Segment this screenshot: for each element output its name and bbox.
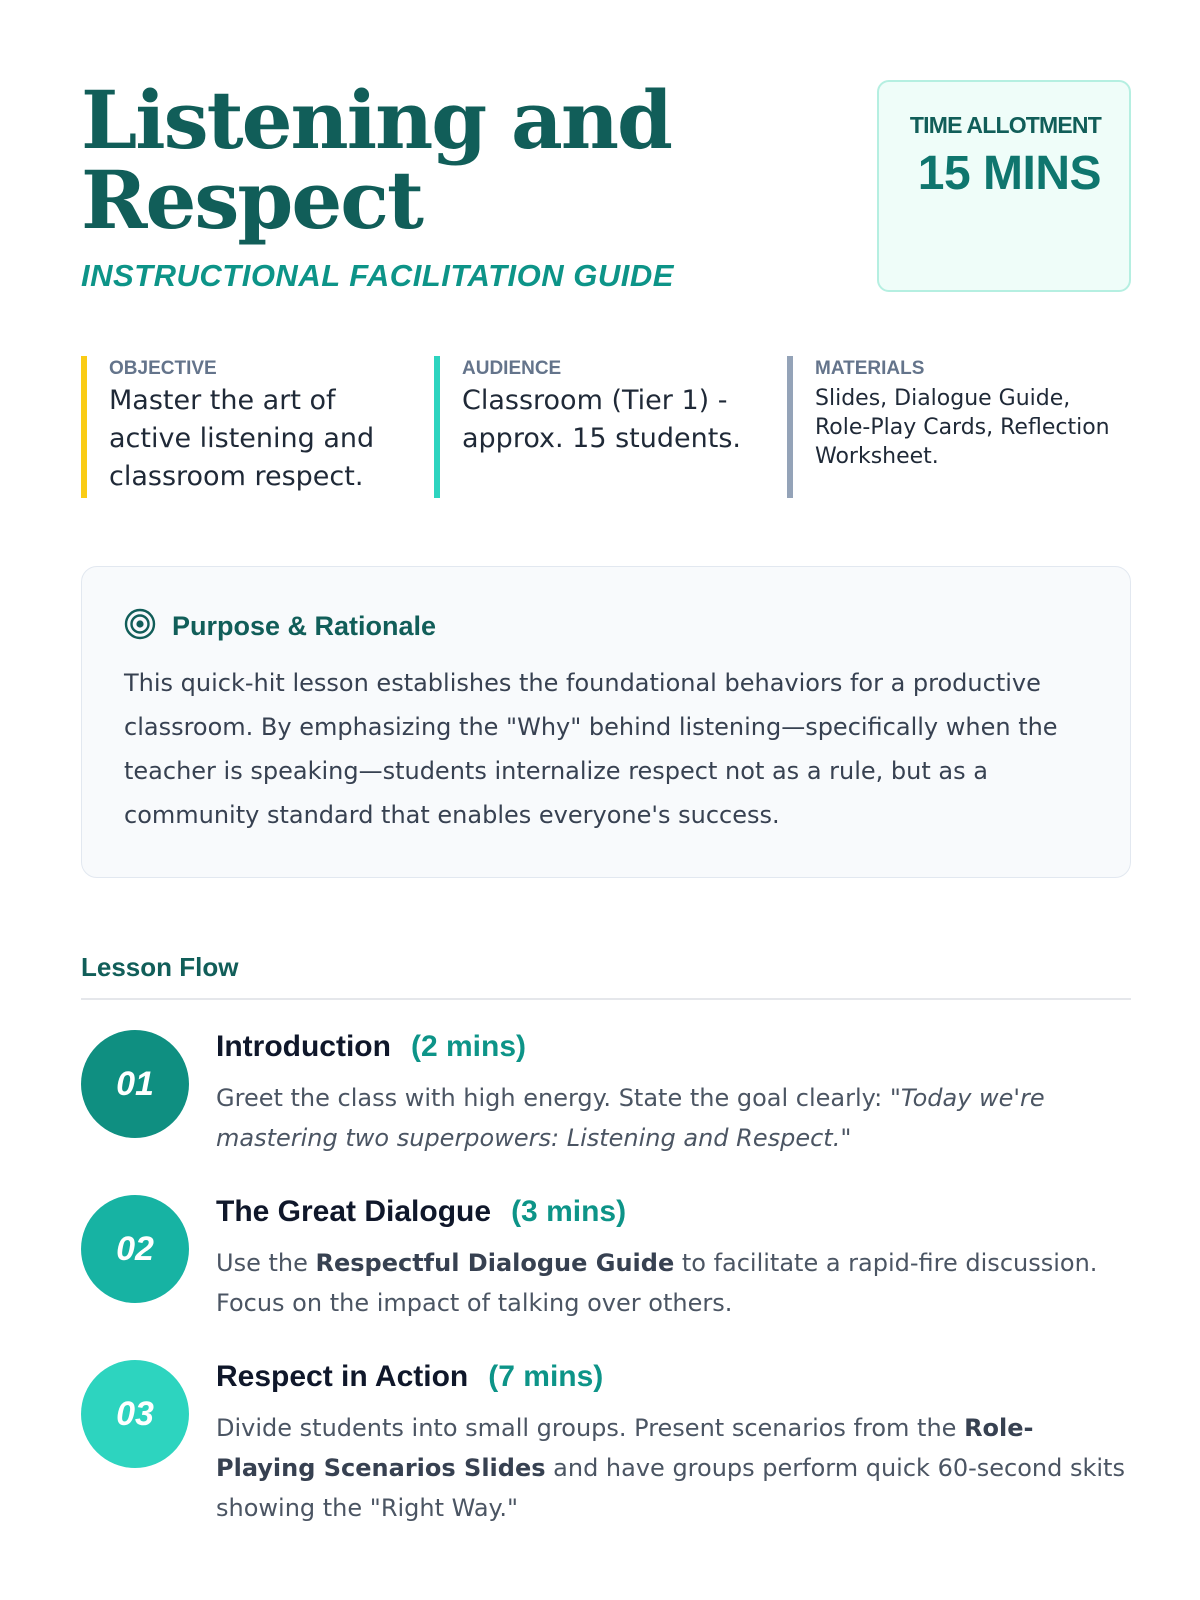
step-title: Introduction [216,1030,391,1063]
purpose-body: This quick-hit lesson establishes the foundational behaviors for a productive classroom. By emphasizing the "Why" behind listening—specifically when the teacher is speaking—students internalize respect not as a rule, but as a community standard that enables everyone's success. [124,669,1058,829]
purpose-card [81,566,1131,878]
step-description-text: and have groups perform quick 60-second skits showing the "Right Way." [216,1454,1125,1522]
step-number-badge: 01 [81,1030,189,1138]
purpose-heading [124,609,1090,643]
step-number-badge: 03 [81,1360,189,1468]
step-title: Respect in Action [216,1360,469,1393]
materials-block [787,356,1131,498]
step-description-quote: "Today we're mastering two superpowers: Listening and Respect." [216,1084,1045,1152]
page-subtitle: INSTRUCTIONAL FACILITATION GUIDE [81,258,674,293]
audience-label: AUDIENCE [462,358,562,379]
step-number-badge: 02 [81,1195,189,1303]
materials-label: MATERIALS [815,358,925,379]
objective-text: Master the art of active listening and classroom respect. [109,385,375,492]
divider [81,998,1131,1000]
step-duration: (7 mins) [488,1360,604,1393]
target-icon [124,608,172,645]
step-title: The Great Dialogue [216,1195,492,1228]
time-allotment-value: 15 MINS [917,147,1101,200]
time-allotment-label: TIME ALLOTMENT [909,112,1101,138]
audience-text: Classroom (Tier 1) - approx. 15 students. [462,385,741,454]
step-duration: (3 mins) [511,1195,627,1228]
step-description-text: Greet the class with high energy. State the goal clearly: [216,1084,890,1112]
step-description-text: Divide students into small groups. Present scenarios from the [216,1414,965,1442]
step-description [216,1078,1131,1158]
materials-text: Slides, Dialogue Guide, Role-Play Cards, Reflection Worksheet. [815,386,1110,469]
step-description-emphasis: Respectful Dialogue Guide [315,1249,675,1277]
step-content [216,1030,1131,1158]
audience-accent-bar [434,356,440,498]
audience-block [434,356,764,498]
step-title-row [216,1195,1131,1235]
lesson-flow-heading: Lesson Flow [81,952,239,982]
step-title-row [216,1030,1131,1070]
step-content [216,1360,1131,1528]
step-description [216,1408,1131,1528]
step-duration: (2 mins) [410,1030,526,1063]
page-title: Listening and Respect [81,73,671,247]
objective-label: OBJECTIVE [109,358,217,379]
step-title-row [216,1360,1131,1400]
lesson-meta [81,356,1131,500]
step-description [216,1243,1131,1323]
materials-accent-bar [787,356,793,498]
step-description-text: Use the [216,1249,316,1277]
objective-block [81,356,411,498]
step-content [216,1195,1131,1323]
step-description-emphasis: Role-Playing Scenarios Slides [216,1414,1034,1482]
header [81,73,1131,300]
step-description-text: to facilitate a rapid-fire discussion. Focus on the impact of talking over others. [216,1249,1098,1317]
time-allotment-card [877,80,1131,292]
purpose-title: Purpose & Rationale [172,610,437,641]
objective-accent-bar [81,356,87,498]
